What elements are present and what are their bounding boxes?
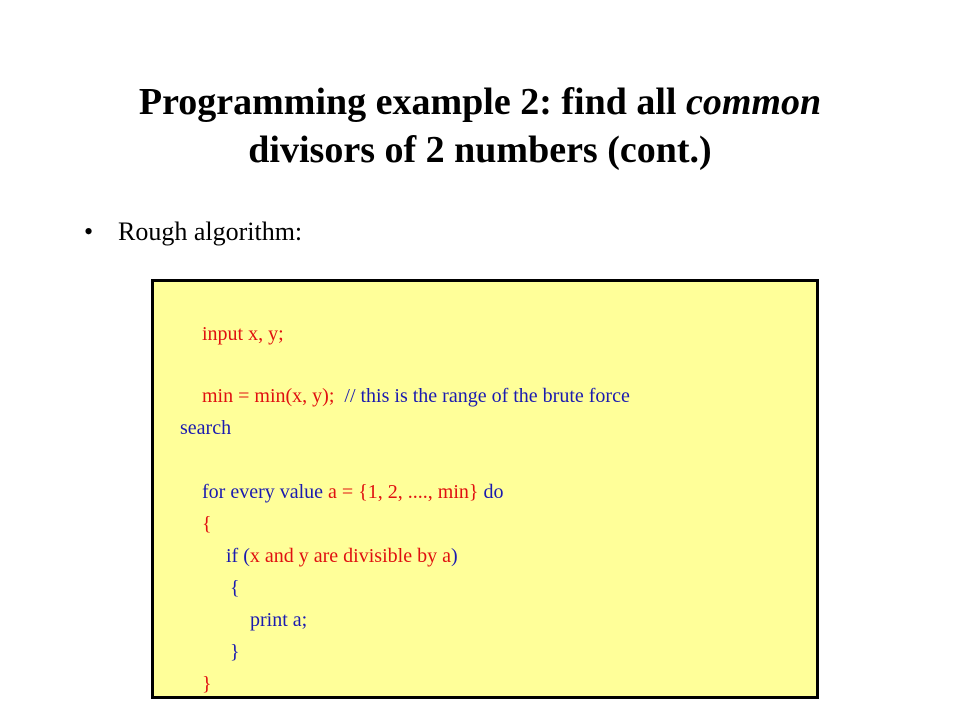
slide-title bbox=[40, 78, 920, 174]
code-line-for: for every value a = {1, 2, ...., min} do bbox=[202, 481, 504, 503]
code-line-print: print a; bbox=[250, 609, 308, 631]
title-text-end: divisors of 2 numbers (cont.) bbox=[248, 129, 712, 171]
code-line-close-brace: } bbox=[202, 673, 212, 695]
bullet-text: Rough algorithm: bbox=[118, 217, 303, 246]
code-line-inner-close-brace: } bbox=[230, 641, 240, 663]
code-line-search: search bbox=[180, 417, 232, 439]
code-line-open-brace: { bbox=[202, 513, 212, 535]
code-line-input: input x, y; bbox=[202, 323, 284, 345]
code-line-inner-open-brace: { bbox=[230, 577, 240, 599]
pseudocode-box bbox=[151, 279, 819, 699]
bullet-icon: • bbox=[84, 217, 94, 246]
title-text-start: Programming example 2: find all bbox=[138, 81, 686, 123]
code-line-if: if (x and y are divisible by a) bbox=[226, 545, 458, 567]
bullet-item bbox=[84, 212, 302, 252]
title-text-emphasis: common bbox=[685, 81, 822, 123]
code-line-min: min = min(x, y); // this is the range of the brute force bbox=[202, 385, 630, 407]
